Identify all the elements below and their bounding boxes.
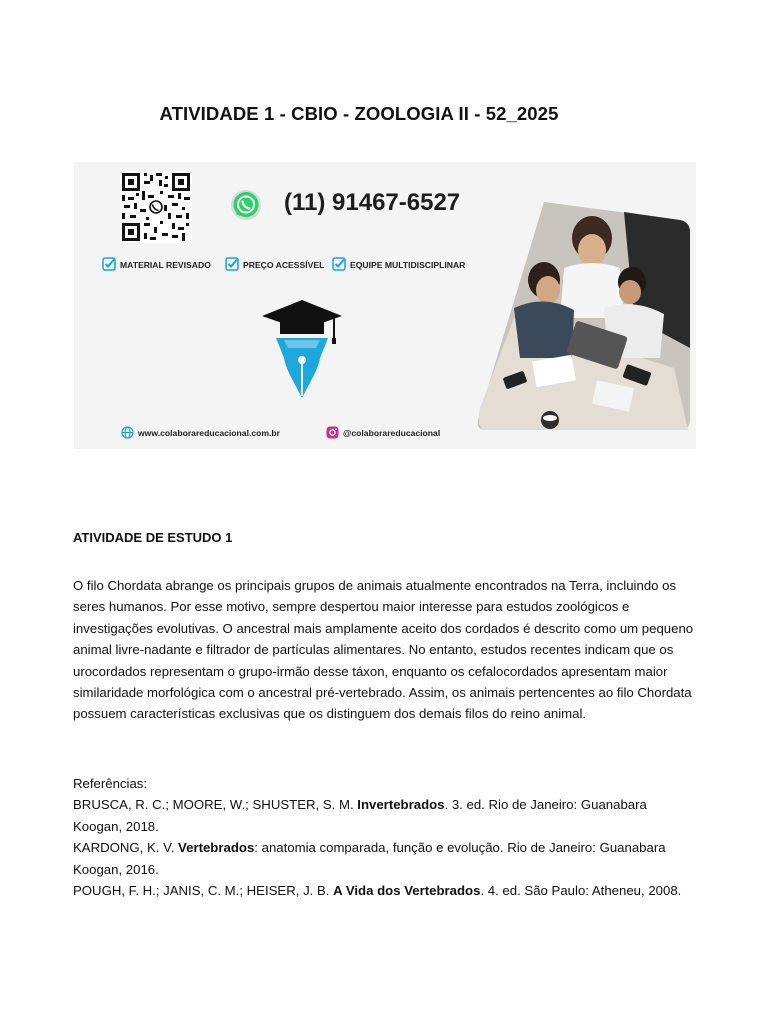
reference-authors: KARDONG, K. V.: [73, 840, 179, 856]
references-heading: Referências:: [73, 776, 148, 791]
website-label: www.colaborareducacional.com.br: [138, 428, 280, 438]
check-icon: [102, 257, 116, 271]
feature-label: EQUIPE MULTIDISCIPLINAR: [350, 260, 466, 270]
feature-label: PREÇO ACESSÍVEL: [243, 260, 325, 270]
feature-label: MATERIAL REVISADO: [120, 260, 211, 270]
instagram-link[interactable]: [326, 426, 440, 439]
check-icon: [332, 257, 346, 271]
reference-details: . 4. ed. São Paulo: Atheneu, 2008.: [480, 883, 682, 899]
feature-preco-acessivel: [225, 257, 324, 271]
website-link[interactable]: [121, 426, 280, 439]
reference-authors: BRUSCA, R. C.; MOORE, W.; SHUSTER, S. M.: [73, 797, 358, 813]
feature-material-revisado: [102, 257, 211, 271]
qr-code-icon: [120, 171, 192, 243]
page-title: ATIVIDADE 1 - CBIO - ZOOLOGIA II - 52_2025: [159, 103, 559, 124]
graduation-pen-logo-icon: [260, 298, 344, 402]
reference-details: . 3. ed. Rio de Janeiro: Guanabara Koogan, 2018.: [73, 797, 647, 834]
references: [73, 773, 697, 901]
reference-title: A Vida dos Vertebrados: [333, 883, 481, 899]
instagram-label: @colaborareducacional: [343, 428, 441, 438]
feature-equipe-multidisciplinar: [332, 257, 465, 271]
whatsapp-icon: [230, 189, 262, 221]
reference-item: [73, 880, 697, 901]
check-icon: [225, 257, 239, 271]
reference-title: Vertebrados: [178, 840, 255, 856]
reference-title: Invertebrados: [357, 797, 445, 813]
globe-icon: [121, 426, 134, 439]
instagram-icon: [326, 426, 339, 439]
reference-item: [73, 794, 697, 837]
advertisement-banner: [74, 162, 696, 449]
phone-number: (11) 91467-6527: [284, 189, 461, 216]
reference-details: : anatomia comparada, função e evolução. Rio de Janeiro: Guanabara Koogan, 2016.: [73, 840, 666, 877]
team-photo: [474, 198, 692, 430]
section-title: ATIVIDADE DE ESTUDO 1: [73, 530, 233, 545]
reference-authors: POUGH, F. H.; JANIS, C. M.; HEISER, J. B.: [73, 883, 334, 899]
body-paragraph: O filo Chordata abrange os principais grupos de animais atualmente encontrados na Terra, incluindo os seres humanos. Por esse motivo, sempre despertou maior interesse para estudos zoológicos e investigações evolutivas. O ancestral mais amplamente aceito dos cordados é descrito como um pequeno animal livre-nadante e filtrador de partículas alimentares. No entanto, estudos recentes indicam que os urocordados representam o grupo-irmão desse táxon, enquanto os cefalocordados apresentam maior similaridade morfológica com o ancestral pré-vertebrado. Assim, os animais pertencentes ao filo Chordata possuem características exclusivas que os distinguem dos demais filos do reino animal.: [73, 578, 694, 722]
reference-item: [73, 837, 697, 880]
